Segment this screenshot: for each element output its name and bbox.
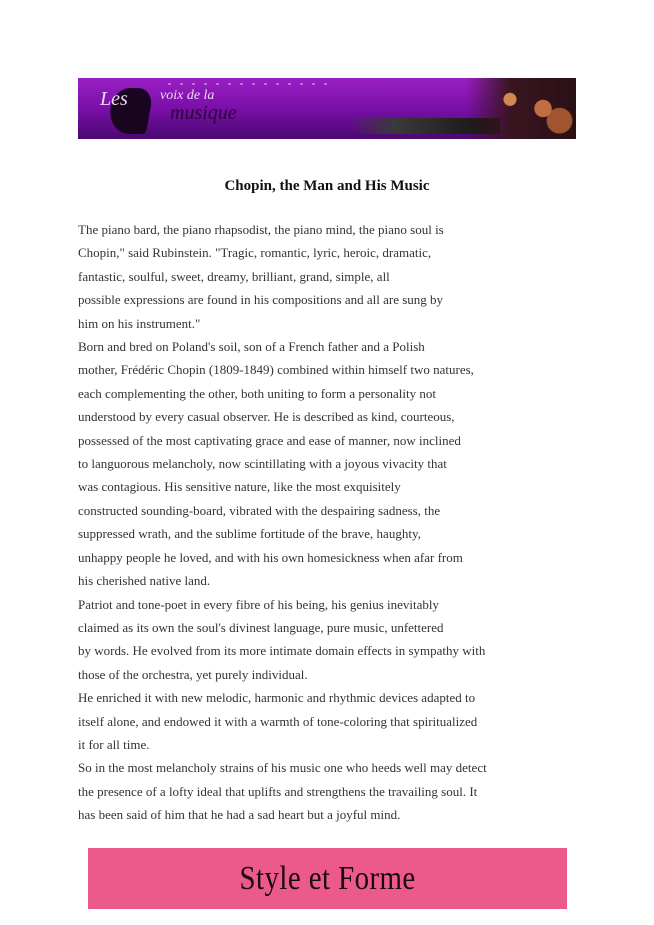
text-line: by words. He evolved from its more intimate domain effects in sympathy with: [78, 643, 486, 659]
header-banner: [78, 78, 576, 139]
article-title: Chopin, the Man and His Music: [224, 178, 430, 194]
text-line: He enriched it with new melodic, harmonic and rhythmic devices adapted to: [78, 690, 476, 706]
text-line: it for all time.: [78, 736, 150, 752]
text-line: suppressed wrath, and the sublime fortitude of the brave, haughty,: [78, 526, 421, 542]
article-body: [78, 218, 578, 827]
logo-text: musique: [170, 102, 237, 124]
text-line: his cherished native land.: [78, 573, 211, 589]
section-heading: Style et Forme: [239, 859, 416, 897]
text-line: claimed as its own the soul's divinest language, pure music, unfettered: [78, 619, 444, 635]
text-line: itself alone, and endowed it with a warmth of tone-coloring that spiritualized: [78, 713, 478, 729]
text-line: fantastic, soulful, sweet, dreamy, brilliant, grand, simple, all: [78, 268, 390, 284]
text-line: Born and bred on Poland's soil, son of a French father and a Polish: [78, 339, 425, 355]
logo-text: Les: [100, 88, 128, 110]
text-line: So in the most melancholy strains of his music one who heeds well may detect: [78, 760, 487, 776]
text-line: possible expressions are found in his compositions and all are sung by: [78, 292, 444, 308]
text-line: understood by every casual observer. He is described as kind, courteous,: [78, 409, 455, 425]
text-line: Patriot and tone-poet in every fibre of his being, his genius inevitably: [78, 596, 440, 612]
text-line: unhappy people he loved, and with his own homesickness when afar from: [78, 549, 463, 565]
text-line: Chopin," said Rubinstein. "Tragic, romantic, lyric, heroic, dramatic,: [78, 245, 432, 261]
logo-text: voix de la: [160, 88, 215, 103]
text-line: The piano bard, the piano rhapsodist, the piano mind, the piano soul is: [78, 222, 444, 237]
text-line: constructed sounding-board, vibrated with the despairing sadness, the: [78, 502, 441, 518]
musicians-image: [466, 78, 576, 139]
text-line: was contagious. His sensitive nature, like the most exquisitely: [78, 479, 401, 495]
text-line: to languorous melancholy, now scintillating with a joyous vivacity that: [78, 456, 447, 472]
text-line: possessed of the most captivating grace and ease of manner, now inclined: [78, 432, 461, 448]
banner-decoration: [168, 83, 328, 85]
text-line: has been said of him that he had a sad heart but a joyful mind.: [78, 807, 401, 823]
text-line: the presence of a lofty ideal that uplifts and strengthens the travailing soul. It: [78, 783, 478, 799]
text-line: mother, Frédéric Chopin (1809-1849) combined within himself two natures,: [78, 362, 474, 378]
section-heading-box: [88, 848, 567, 909]
text-line: those of the orchestra, yet purely individual.: [78, 666, 308, 682]
text-line: him on his instrument.": [78, 315, 201, 331]
text-line: each complementing the other, both uniting to form a personality not: [78, 385, 436, 401]
